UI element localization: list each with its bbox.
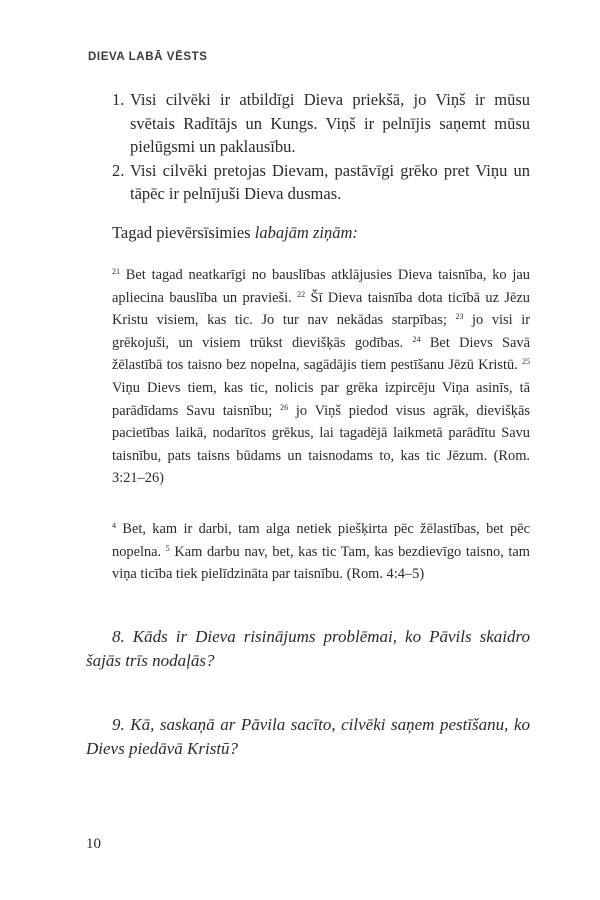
lead-paragraph [112,221,530,244]
verse-number: 25 [522,357,530,367]
scripture-reference: (Rom. 3:21–26) [112,447,530,487]
verse-number: 22 [297,289,306,299]
verse-text: jo visi ir grēkojuši, un visiem trūkst dievišķās godības. [112,312,530,351]
running-title: DIEVA LABĀ VĒSTS [88,51,208,63]
study-question-8: 8. Kāds ir Dieva risinājums problēmai, ko Pāvils skaidro šajās trīs nodaļās? [86,627,530,670]
lead-text: Tagad pievērsīsimies [112,223,255,242]
verse-number: 23 [455,312,464,322]
lead-emphasis: labajām ziņām: [254,223,358,242]
verse-text: Bet, kam ir darbi, tam alga netiek piešķirta pēc žēlastības, bet pēc nopelna. [112,521,530,560]
verse-text: Kam darbu nav, bet, kas tic Tam, kas bezdievīgo taisno, tam viņa ticība tiek pielīdzināta par taisnību. [112,543,530,583]
list-item-number: 2. [112,160,125,180]
verse-text: jo Viņš piedod visus agrāk, dievišķās pacietības laikā, nodarītos grēkus, lai tagadējā laikmetā parādītu Savu taisnību, pats taisns būdams un taisnodams to, kas tic Jēzum. [112,402,530,464]
list-item-number: 1. [112,90,125,109]
list-item-text: Visi cilvēki pretojas Dievam, pastāvīgi grēko pret Viņu un tāpēc ir pelnījuši Dieva dusmas. [130,160,530,203]
list-item [112,159,530,206]
list-item [112,88,530,159]
verse-number: 21 [112,267,120,276]
scripture-quote-romans-3 [112,264,530,490]
verse-number: 26 [280,402,289,412]
verse-text: Bet Dievs Savā žēlastībā tos taisno bez nopelna, sagādājis tiem pestīšanu Jēzū Kristū. [112,334,530,374]
intro-list [112,88,530,206]
scripture-quote-romans-4 [112,518,530,586]
verse-number: 4 [112,521,116,530]
list-item-text: Visi cilvēki ir atbildīgi Dieva priekšā, jo Viņš ir mūsu svētais Radītājs un Kungs. Viņš ir pelnījis saņemt mūsu pielūgsmi un paklausību. [130,90,530,156]
verse-text: Viņu Dievs tiem, kas tic, nolicis par grēka izpircēju Viņa asinīs, tā parādīdams Savu taisnību; [112,379,530,419]
verse-number: 24 [412,334,421,344]
scripture-reference: (Rom. 4:4–5) [346,566,425,583]
verse-text: Bet tagad neatkarīgi no bauslības atklājusies Dieva taisnība, ko jau apliecina bauslība un pravieši. [112,267,530,306]
page-number: 10 [86,836,101,852]
verse-number: 5 [165,543,170,553]
verse-text: Šī Dieva taisnība dota ticībā uz Jēzu Kristu visiem, kas tic. Jo tur nav nekādas starpības; [112,289,530,329]
study-question-9: 9. Kā, saskaņā ar Pāvila sacīto, cilvēki saņem pestīšanu, ko Dievs piedāvā Kristū? [86,715,530,758]
